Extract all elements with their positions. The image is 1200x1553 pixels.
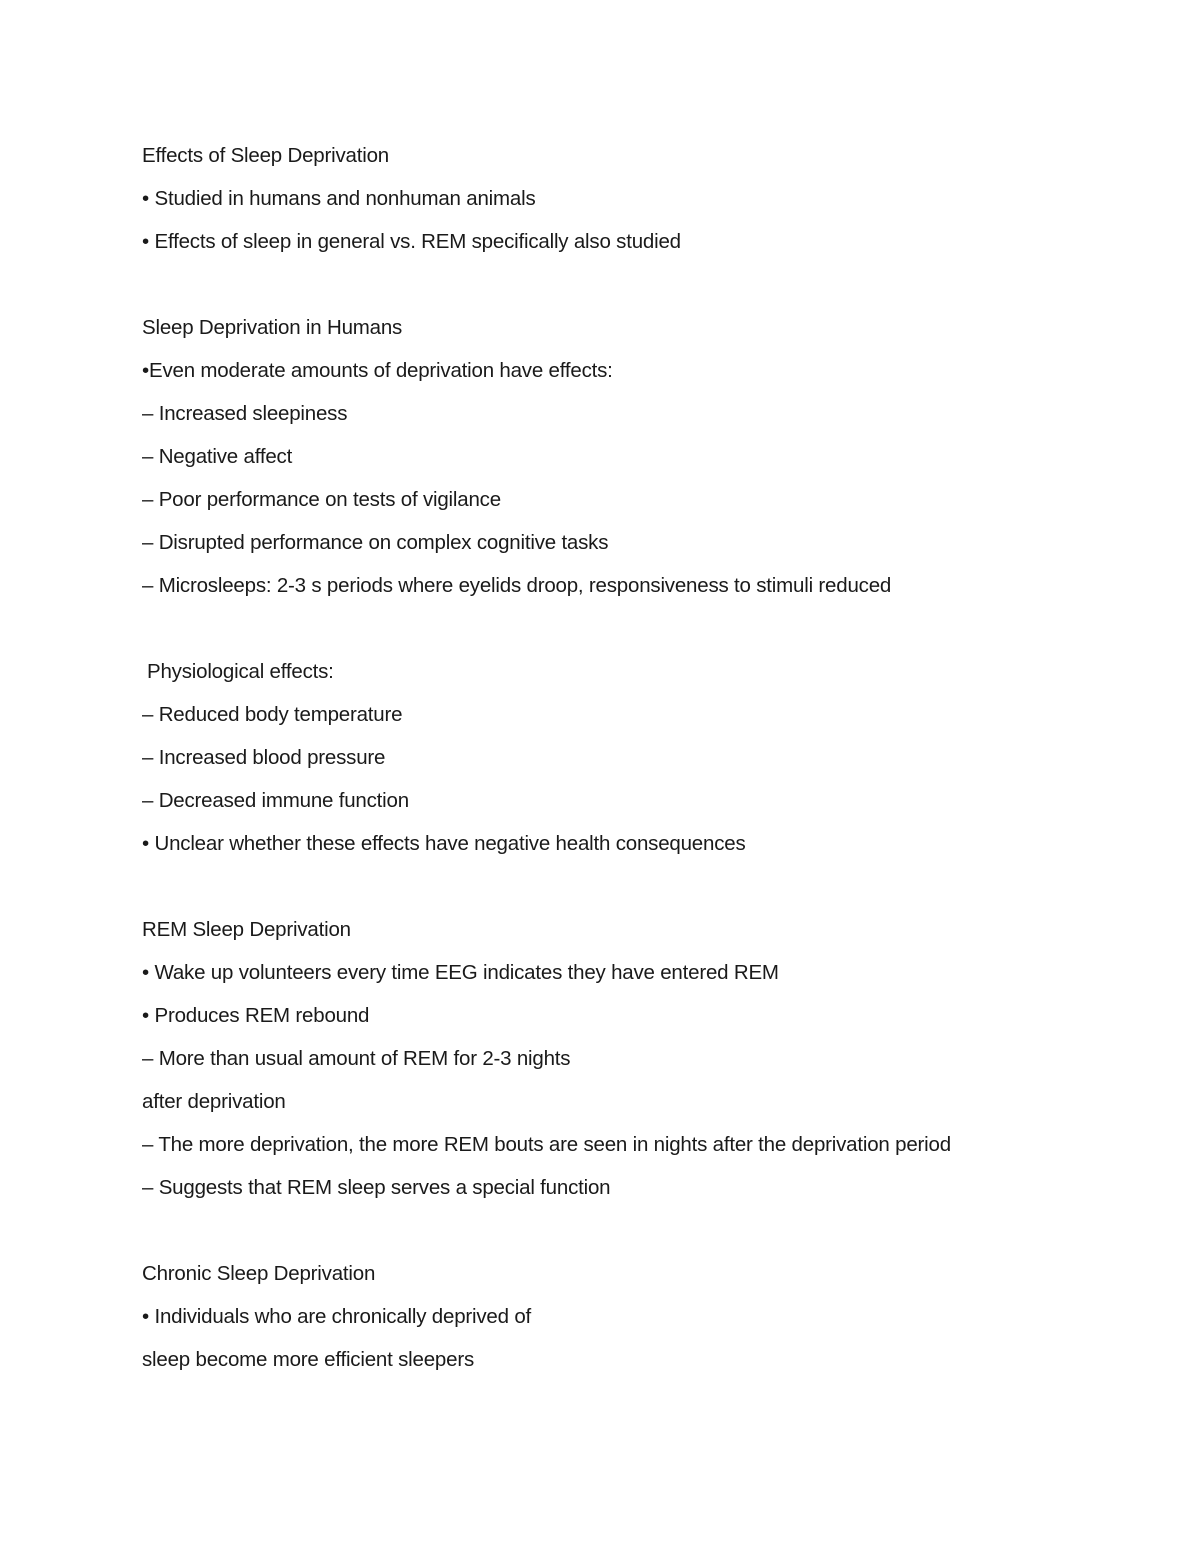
bullet-line: • Unclear whether these effects have negative health consequences bbox=[142, 832, 746, 855]
document-body bbox=[142, 141, 1102, 1388]
continuation-line: sleep become more efficient sleepers bbox=[142, 1348, 474, 1371]
blank-line bbox=[142, 872, 1102, 915]
blank-line bbox=[142, 270, 1102, 313]
section-heading: Effects of Sleep Deprivation bbox=[142, 144, 389, 167]
section-heading: Sleep Deprivation in Humans bbox=[142, 316, 403, 339]
section-heading: Chronic Sleep Deprivation bbox=[142, 1262, 376, 1285]
blank-line bbox=[142, 1216, 1102, 1259]
dash-line: – Decreased immune function bbox=[142, 789, 409, 812]
bullet-line: • Studied in humans and nonhuman animals bbox=[142, 187, 536, 210]
dash-line: – The more deprivation, the more REM bouts are seen in nights after the deprivation period bbox=[142, 1133, 951, 1156]
section-sleep-deprivation-in-humans bbox=[142, 313, 1102, 614]
dash-line: – Suggests that REM sleep serves a special function bbox=[142, 1176, 611, 1199]
bullet-line: •Even moderate amounts of deprivation have effects: bbox=[142, 359, 613, 382]
section-heading: REM Sleep Deprivation bbox=[142, 918, 351, 941]
section-physiological-effects bbox=[142, 657, 1102, 872]
dash-line: – Increased sleepiness bbox=[142, 402, 348, 425]
section-effects-of-sleep-deprivation bbox=[142, 141, 1102, 270]
dash-line: – Poor performance on tests of vigilance bbox=[142, 488, 501, 511]
section-rem-sleep-deprivation bbox=[142, 915, 1102, 1216]
dash-line: – Negative affect bbox=[142, 445, 293, 468]
bullet-line: • Individuals who are chronically deprived of bbox=[142, 1305, 532, 1328]
dash-line: – Reduced body temperature bbox=[142, 703, 403, 726]
dash-line: – Increased blood pressure bbox=[142, 746, 386, 769]
dash-line: – Disrupted performance on complex cognitive tasks bbox=[142, 531, 609, 554]
blank-line bbox=[142, 614, 1102, 657]
section-heading: Physiological effects: bbox=[147, 660, 334, 683]
dash-line: – Microsleeps: 2-3 s periods where eyelids droop, responsiveness to stimuli reduced bbox=[142, 574, 892, 597]
bullet-line: • Produces REM rebound bbox=[142, 1004, 370, 1027]
section-chronic-sleep-deprivation bbox=[142, 1259, 1102, 1388]
dash-line: – More than usual amount of REM for 2-3 nights bbox=[142, 1047, 571, 1070]
continuation-line: after deprivation bbox=[142, 1090, 286, 1113]
bullet-line: • Wake up volunteers every time EEG indicates they have entered REM bbox=[142, 961, 779, 984]
bullet-line: • Effects of sleep in general vs. REM specifically also studied bbox=[142, 230, 681, 253]
